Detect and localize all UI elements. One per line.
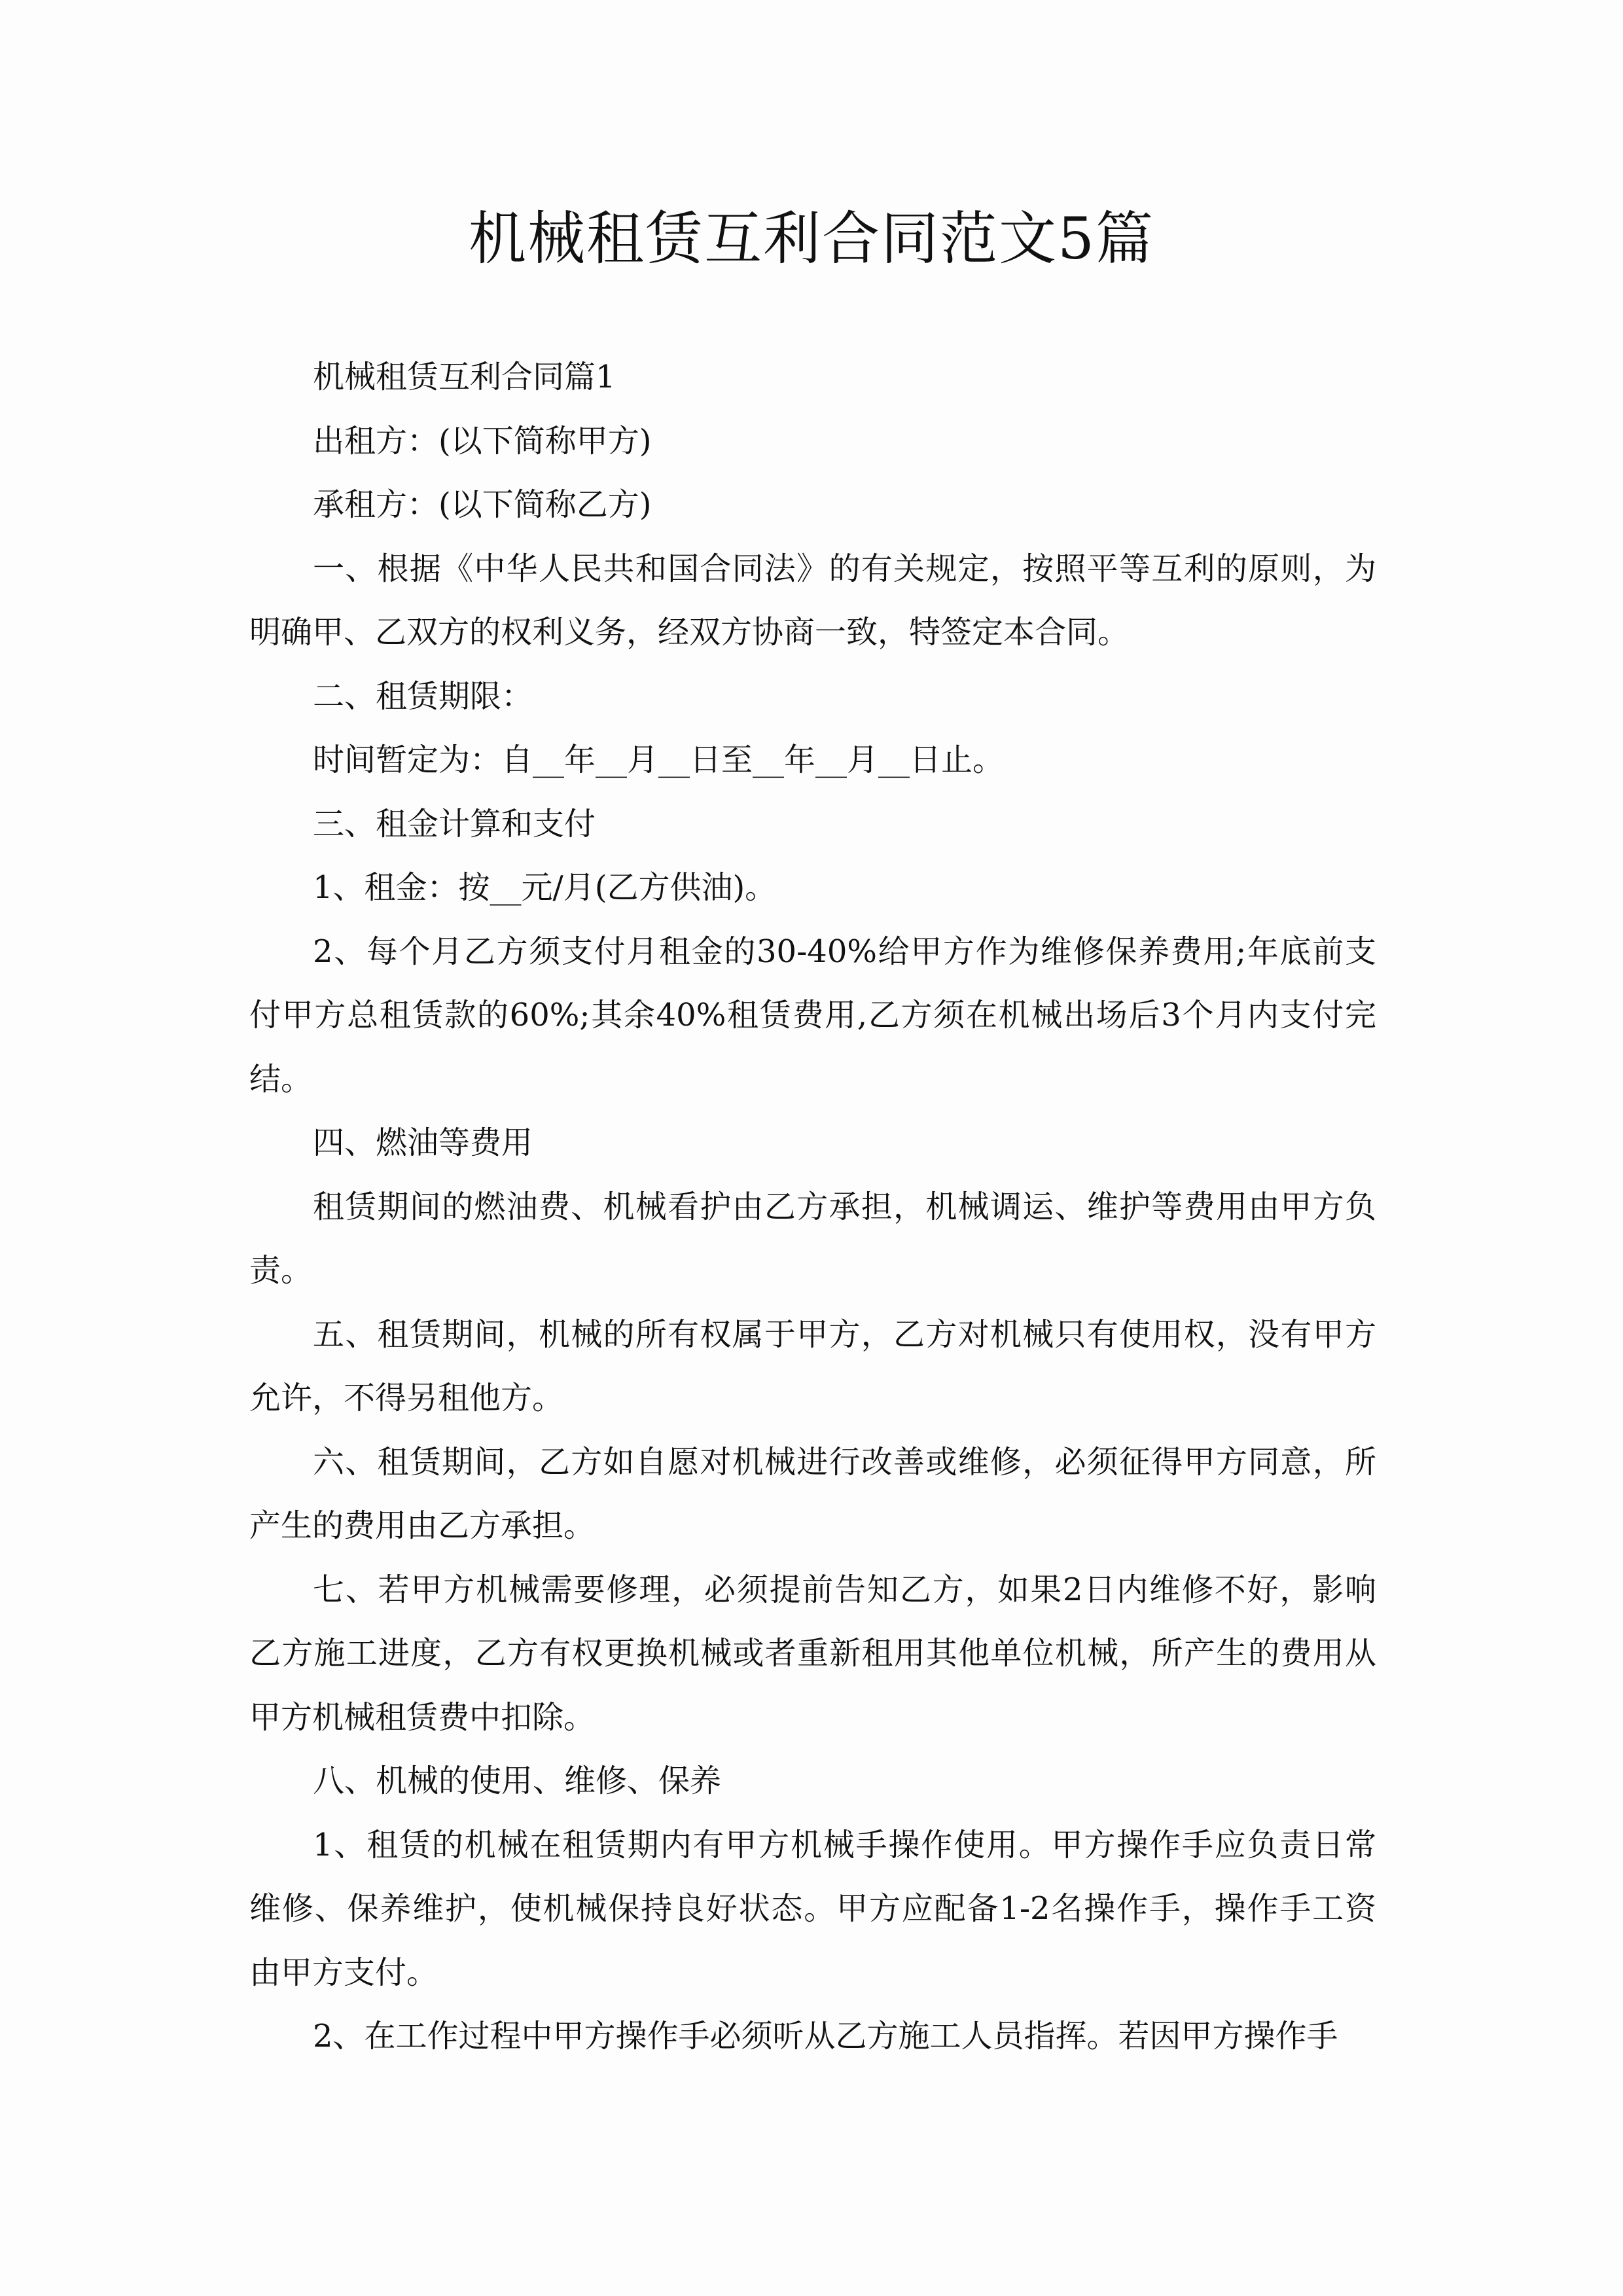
paragraph (249, 1749, 1376, 1814)
paragraph-line: 租赁期间的燃油费、机械看护由乙方承担，机械调运、维护等费用由甲方负 (313, 1188, 1376, 1225)
paragraph-line: 时间暂定为：自__年__月__日至__年__月__日止。 (313, 742, 1005, 778)
paragraph (249, 1431, 1376, 1558)
paragraph-line: 机械租赁互利合同篇1 (313, 359, 616, 395)
paragraph-line: 维修、保养维护，使机械保持良好状态。甲方应配备1-2名操作手，操作手工资 (249, 1890, 1376, 1927)
paragraph-line: 八、机械的使用、维修、保养 (313, 1763, 722, 1799)
paragraph (249, 1175, 1376, 1303)
paragraph-line: 产生的费用由乙方承担。 (249, 1507, 596, 1544)
paragraph-line: 2、在工作过程中甲方操作手必须听从乙方施工人员指挥。若因甲方操作手 (313, 2018, 1338, 2054)
paragraph (249, 728, 1376, 793)
paragraph (249, 2005, 1376, 2069)
paragraph-line: 甲方机械租赁费中扣除。 (249, 1698, 596, 1736)
paragraph-line: 由甲方支付。 (249, 1954, 438, 1991)
paragraph-line: 七、若甲方机械需要修理，必须提前告知乙方，如果2日内维修不好，影响 (313, 1571, 1376, 1608)
document-body (249, 346, 1376, 2069)
paragraph (249, 1558, 1376, 1750)
paragraph (249, 856, 1376, 920)
paragraph (249, 1303, 1376, 1431)
paragraph-line: 一、根据《中华人民共和国合同法》的有关规定，按照平等互利的原则，为 (313, 550, 1376, 587)
paragraph-line: 四、燃油等费用 (313, 1124, 533, 1161)
paragraph-line: 1、租赁的机械在租赁期内有甲方机械手操作使用。甲方操作手应负责日常 (313, 1826, 1376, 1863)
paragraph-line: 明确甲、乙双方的权利义务，经双方协商一致，特签定本合同。 (249, 614, 1130, 651)
paragraph-line: 出租方：(以下简称甲方) (313, 422, 652, 459)
paragraph-line: 二、租赁期限： (313, 677, 533, 715)
paragraph-line: 乙方施工进度，乙方有权更换机械或者重新租用其他单位机械，所产生的费用从 (249, 1635, 1376, 1672)
paragraph (249, 537, 1376, 665)
paragraph (249, 920, 1376, 1112)
paragraph-line: 承租方：(以下简称乙方) (313, 486, 652, 523)
paragraph-line: 付甲方总租赁款的60%;其余40%租赁费用,乙方须在机械出场后3个月内支付完 (249, 997, 1376, 1033)
paragraph (249, 1814, 1376, 2005)
paragraph-line: 1、租金：按__元/月(乙方供油)。 (313, 869, 777, 906)
paragraph-line: 结。 (249, 1060, 313, 1098)
paragraph (249, 346, 1376, 410)
paragraph (249, 473, 1376, 537)
paragraph-line: 2、每个月乙方须支付月租金的30-40%给甲方作为维修保养费用;年底前支 (313, 933, 1376, 970)
paragraph (249, 793, 1376, 857)
document-title: 机械租赁互利合同范文5篇 (469, 205, 1154, 272)
paragraph-line: 六、租赁期间，乙方如自愿对机械进行改善或维修，必须征得甲方同意，所 (313, 1443, 1376, 1480)
paragraph-line: 三、租金计算和支付 (313, 805, 596, 842)
paragraph (249, 1111, 1376, 1175)
paragraph (249, 665, 1376, 729)
paragraph-line: 责。 (249, 1252, 313, 1289)
paragraph-line: 五、租赁期间，机械的所有权属于甲方，乙方对机械只有使用权，没有甲方 (313, 1316, 1376, 1353)
paragraph (249, 410, 1376, 474)
paragraph-line: 允许，不得另租他方。 (249, 1380, 564, 1416)
